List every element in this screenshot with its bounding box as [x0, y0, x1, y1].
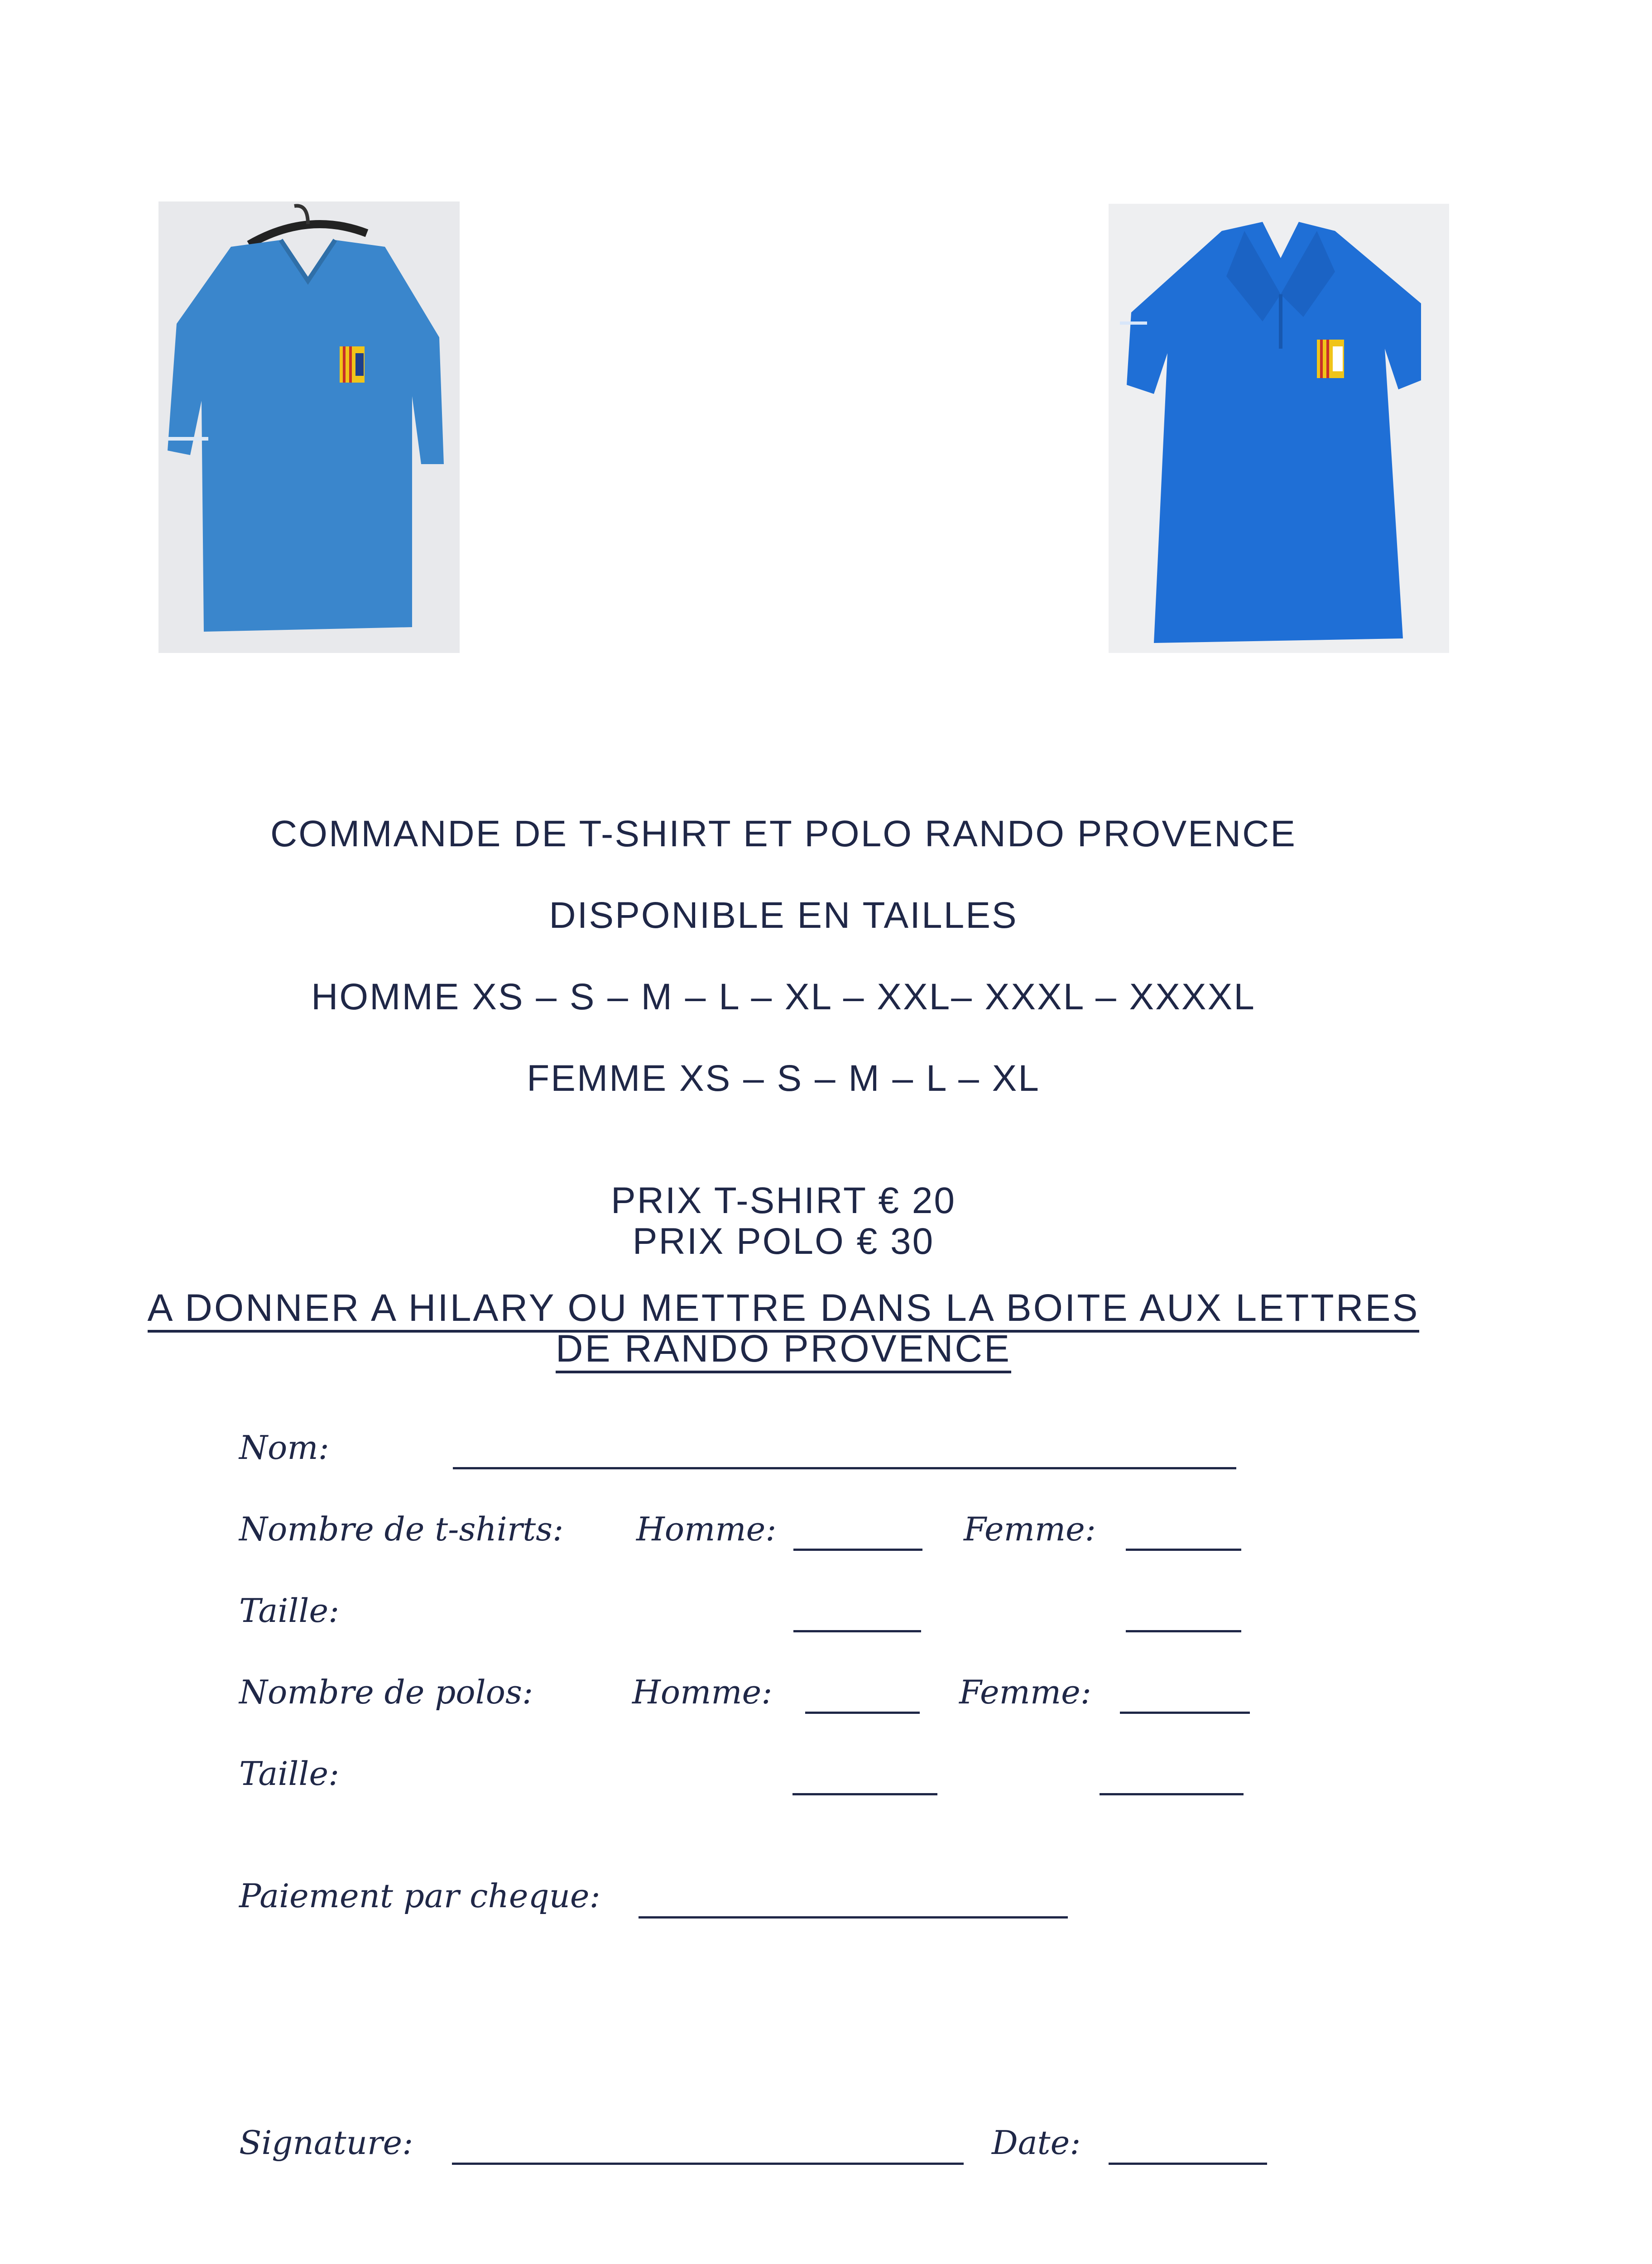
sizes-men: HOMME XS – S – M – L – XL – XXL– XXXL – XXXXL: [311, 976, 1256, 1017]
sizes-heading: DISPONIBLE EN TAILLES: [549, 895, 1018, 936]
polos-women-label: Femme:: [959, 1673, 1092, 1711]
instructions-line-2: DE RANDO PROVENCE: [0, 1327, 1567, 1371]
signature-field[interactable]: [452, 2163, 964, 2165]
polos-size-label: Taille:: [239, 1755, 340, 1793]
date-label: Date:: [992, 2124, 1081, 2162]
polos-women-field[interactable]: [1120, 1712, 1250, 1714]
tshirts-women-label: Femme:: [964, 1510, 1096, 1548]
tshirts-women-size-field[interactable]: [1126, 1630, 1241, 1632]
polos-label: Nombre de polos:: [239, 1673, 533, 1711]
tshirts-men-size-field[interactable]: [793, 1630, 921, 1632]
name-label: Nom:: [239, 1429, 329, 1467]
name-field[interactable]: [453, 1467, 1236, 1469]
price-polo: PRIX POLO € 30: [632, 1221, 935, 1262]
payment-field[interactable]: [639, 1916, 1068, 1919]
payment-label: Paiement par cheque:: [239, 1877, 600, 1915]
signature-label: Signature:: [239, 2124, 413, 2162]
tshirts-label: Nombre de t-shirts:: [239, 1510, 564, 1548]
polos-men-size-field[interactable]: [792, 1793, 937, 1795]
tshirts-women-field[interactable]: [1126, 1549, 1241, 1551]
polo-photo: [1109, 204, 1449, 653]
polos-men-field[interactable]: [805, 1712, 920, 1714]
polos-women-size-field[interactable]: [1100, 1793, 1244, 1795]
tshirts-size-label: Taille:: [239, 1592, 340, 1630]
tshirts-men-label: Homme:: [636, 1510, 777, 1548]
date-field[interactable]: [1109, 2163, 1267, 2165]
page-title: COMMANDE DE T-SHIRT ET POLO RANDO PROVENCE: [270, 813, 1297, 854]
sizes-women: FEMME XS – S – M – L – XL: [527, 1058, 1040, 1099]
polos-men-label: Homme:: [632, 1673, 773, 1711]
tshirts-men-field[interactable]: [793, 1549, 922, 1551]
tshirt-photo: [158, 201, 460, 653]
price-tshirt: PRIX T-SHIRT € 20: [611, 1180, 956, 1221]
instructions-line-1: A DONNER A HILARY OU METTRE DANS LA BOITE AUX LETTRES: [0, 1286, 1567, 1330]
